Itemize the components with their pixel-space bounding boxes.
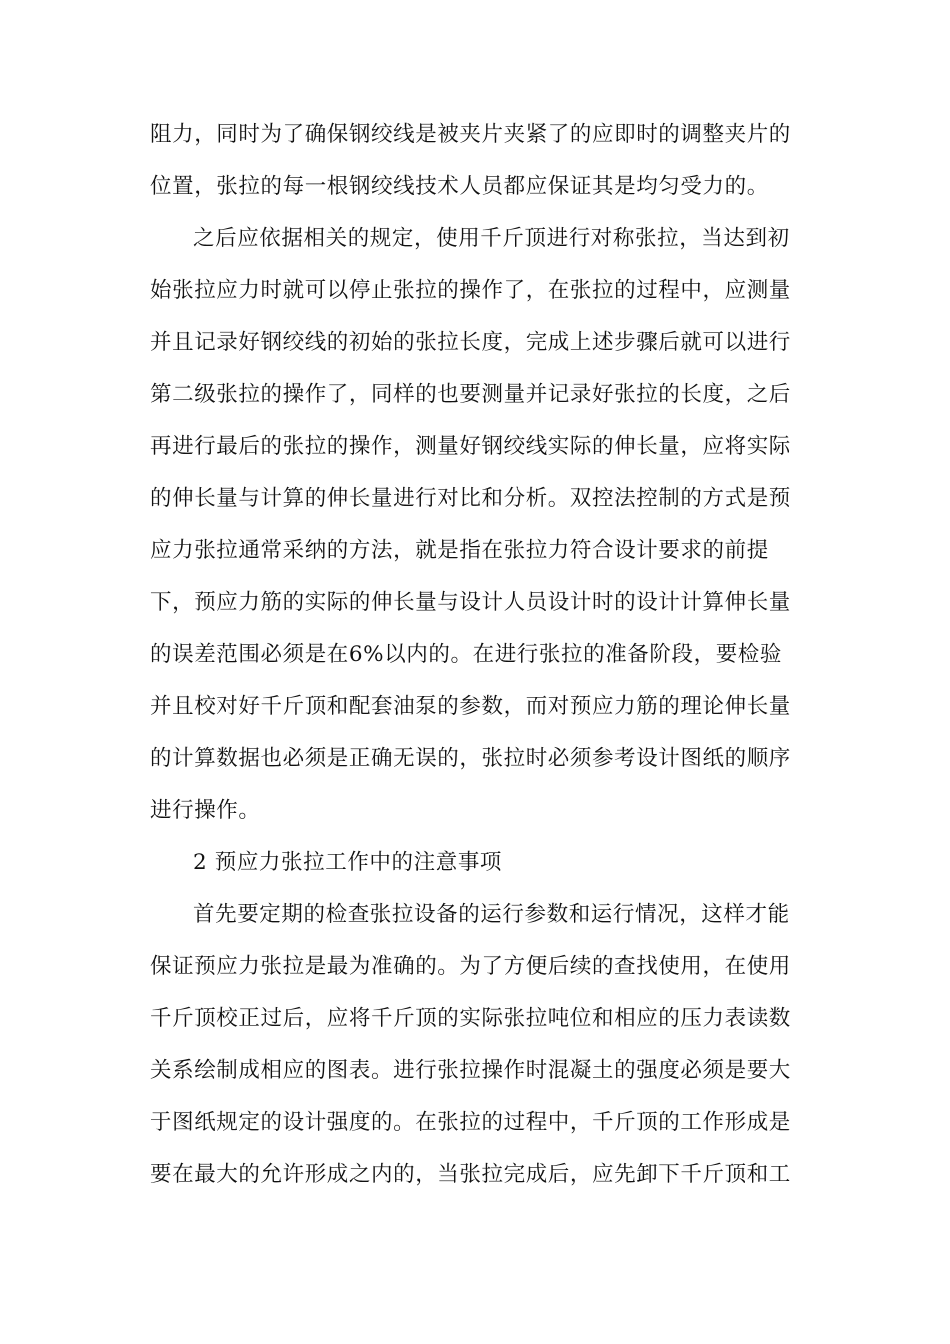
text-line: 的误差范围必须是在6%以内的。在进行张拉的准备阶段，要检验 bbox=[150, 642, 783, 667]
text-line: 再进行最后的张拉的操作，测量好钢绞线实际的伸长量，应将实际 bbox=[150, 434, 791, 459]
text-line: 保证预应力张拉是最为准确的。为了方便后续的查找使用，在使用 bbox=[150, 954, 791, 979]
text-line: 第二级张拉的操作了，同样的也要测量并记录好张拉的长度，之后 bbox=[150, 382, 791, 407]
text-line: 关系绘制成相应的图表。进行张拉操作时混凝土的强度必须是要大 bbox=[150, 1058, 791, 1083]
section-heading: 2 预应力张拉工作中的注意事项 bbox=[193, 850, 503, 875]
text-line: 始张拉应力时就可以停止张拉的操作了，在张拉的过程中，应测量 bbox=[150, 278, 791, 303]
text-line: 于图纸规定的设计强度的。在张拉的过程中，千斤顶的工作形成是 bbox=[150, 1110, 791, 1135]
text-line: 应力张拉通常采纳的方法，就是指在张拉力符合设计要求的前提 bbox=[150, 538, 769, 563]
text-line: 的计算数据也必须是正确无误的，张拉时必须参考设计图纸的顺序 bbox=[150, 746, 791, 771]
text-line: 并且校对好千斤顶和配套油泵的参数，而对预应力筋的理论伸长量 bbox=[150, 694, 791, 719]
text-line: 阻力，同时为了确保钢绞线是被夹片夹紧了的应即时的调整夹片的 bbox=[150, 122, 791, 147]
text-line: 的伸长量与计算的伸长量进行对比和分析。双控法控制的方式是预 bbox=[150, 486, 791, 511]
text-line: 千斤顶校正过后，应将千斤顶的实际张拉吨位和相应的压力表读数 bbox=[150, 1006, 791, 1031]
text-line: 并且记录好钢绞线的初始的张拉长度，完成上述步骤后就可以进行 bbox=[150, 330, 791, 355]
text-line: 下，预应力筋的实际的伸长量与设计人员设计时的设计计算伸长量 bbox=[150, 590, 791, 615]
paragraph-first-line: 之后应依据相关的规定，使用千斤顶进行对称张拉，当达到初 bbox=[193, 226, 790, 251]
text-line: 要在最大的允许形成之内的，当张拉完成后，应先卸下千斤顶和工 bbox=[150, 1162, 791, 1187]
paragraph-first-line: 首先要定期的检查张拉设备的运行参数和运行情况，这样才能 bbox=[193, 902, 790, 927]
text-line: 进行操作。 bbox=[150, 798, 261, 823]
text-line: 位置，张拉的每一根钢绞线技术人员都应保证其是均匀受力的。 bbox=[150, 174, 769, 199]
